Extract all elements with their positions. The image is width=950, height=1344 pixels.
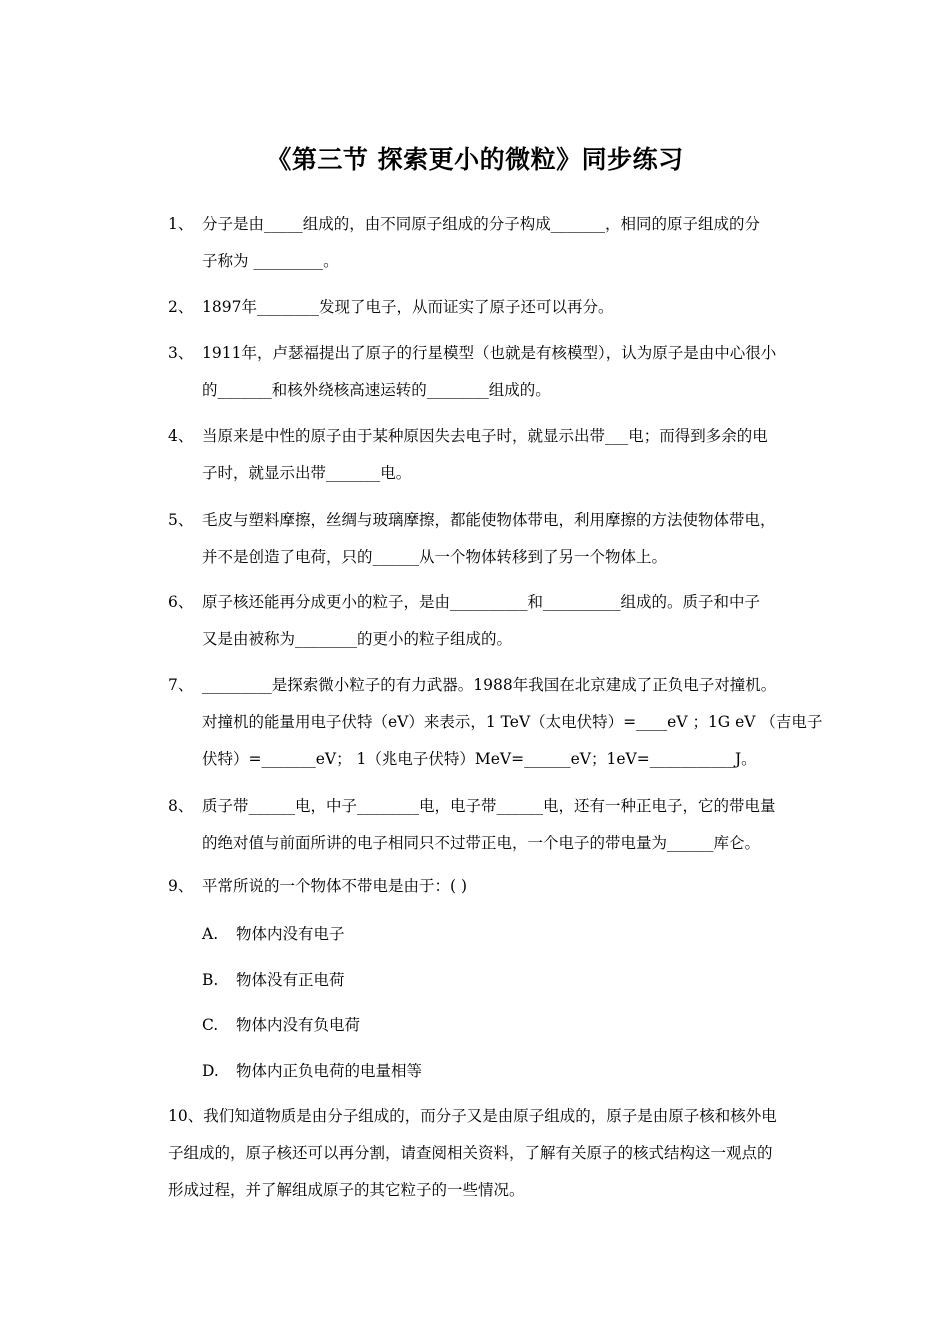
question-text: 的绝对值与前面所讲的电子相同只不过带正电，一个电子的带电量为______库仑。 bbox=[202, 834, 761, 852]
question-4 bbox=[168, 418, 818, 492]
question-9 bbox=[168, 868, 818, 905]
question-number: 5、 bbox=[168, 511, 194, 529]
question-number: 2、 bbox=[168, 298, 194, 316]
question-number: 4、 bbox=[168, 427, 194, 445]
question-text: 子时，就显示出带_______电。 bbox=[202, 464, 412, 482]
question-text: 子称为 _________。 bbox=[202, 252, 339, 270]
option-text: 物体内正负电荷的电量相等 bbox=[236, 1062, 423, 1080]
option-letter: B. bbox=[202, 971, 219, 989]
question-text: 1897年________发现了电子，从而证实了原子还可以再分。 bbox=[202, 298, 614, 316]
question-number: 9、 bbox=[168, 877, 194, 895]
question-number: 3、 bbox=[168, 344, 194, 362]
option-letter: D. bbox=[202, 1062, 219, 1080]
question-text: 子组成的，原子核还可以再分割，请查阅相关资料，了解有关原子的核式结构这一观点的 bbox=[168, 1144, 773, 1162]
question-text: 质子带______电，中子________电，电子带______电，还有一种正电子，它的带电量 bbox=[202, 797, 776, 815]
question-text: 当原来是中性的原子由于某种原因失去电子时，就显示出带___电；而得到多余的电 bbox=[202, 427, 768, 445]
option-text: 物体没有正电荷 bbox=[236, 971, 345, 989]
question-text: _________是探索微小粒子的有力武器。1988年我国在北京建成了正负电子对撞机。 bbox=[202, 676, 777, 694]
question-text: 1911年，卢瑟福提出了原子的行星模型（也就是有核模型），认为原子是由中心很小 bbox=[202, 344, 777, 362]
option-text: 物体内没有电子 bbox=[236, 925, 345, 943]
question-7 bbox=[168, 667, 823, 778]
question-number: 7、 bbox=[168, 676, 194, 694]
option-text: 物体内没有负电荷 bbox=[236, 1016, 361, 1034]
option-c bbox=[202, 1012, 360, 1038]
question-text: 对撞机的能量用电子伏特（eV）来表示，1 TeV（太电伏特）=____eV ；1G eV （吉电子 bbox=[202, 713, 823, 731]
question-text: 的_______和核外绕核高速运转的________组成的。 bbox=[202, 381, 551, 399]
question-text: 10、我们知道物质是由分子组成的，而分子又是由原子组成的，原子是由原子核和核外电 bbox=[168, 1107, 777, 1125]
option-d bbox=[202, 1058, 422, 1084]
page-title: 《第三节 探索更小的微粒》同步练习 bbox=[266, 145, 684, 174]
question-5 bbox=[168, 502, 818, 576]
option-b bbox=[202, 967, 345, 993]
question-number: 8、 bbox=[168, 797, 194, 815]
question-text: 并不是创造了电荷，只的______从一个物体转移到了另一个物体上。 bbox=[202, 548, 668, 566]
question-6 bbox=[168, 584, 818, 658]
option-letter: A. bbox=[202, 925, 219, 943]
question-text: 又是由被称为________的更小的粒子组成的。 bbox=[202, 630, 513, 648]
question-text: 原子核还能再分成更小的粒子，是由__________和__________组成的。质子和中子 bbox=[202, 593, 761, 611]
option-a bbox=[202, 921, 345, 947]
question-number: 1、 bbox=[168, 215, 194, 233]
question-1 bbox=[168, 206, 818, 280]
question-text: 分子是由_____组成的，由不同原子组成的分子构成_______，相同的原子组成的分 bbox=[202, 215, 761, 233]
question-10 bbox=[168, 1098, 818, 1209]
option-letter: C. bbox=[202, 1016, 219, 1034]
question-text: 毛皮与塑料摩擦，丝绸与玻璃摩擦，都能使物体带电，利用摩擦的方法使物体带电， bbox=[202, 511, 776, 529]
question-number: 6、 bbox=[168, 593, 194, 611]
question-8 bbox=[168, 788, 818, 862]
question-text: 形成过程，并了解组成原子的其它粒子的一些情况。 bbox=[168, 1181, 525, 1199]
question-2 bbox=[168, 289, 818, 326]
question-text: 平常所说的一个物体不带电是由于：( ) bbox=[202, 877, 468, 895]
question-text: 伏特）=_______eV； 1（兆电子伏特）MeV=______eV；1eV=___________J。 bbox=[202, 750, 757, 768]
question-3 bbox=[168, 335, 818, 409]
